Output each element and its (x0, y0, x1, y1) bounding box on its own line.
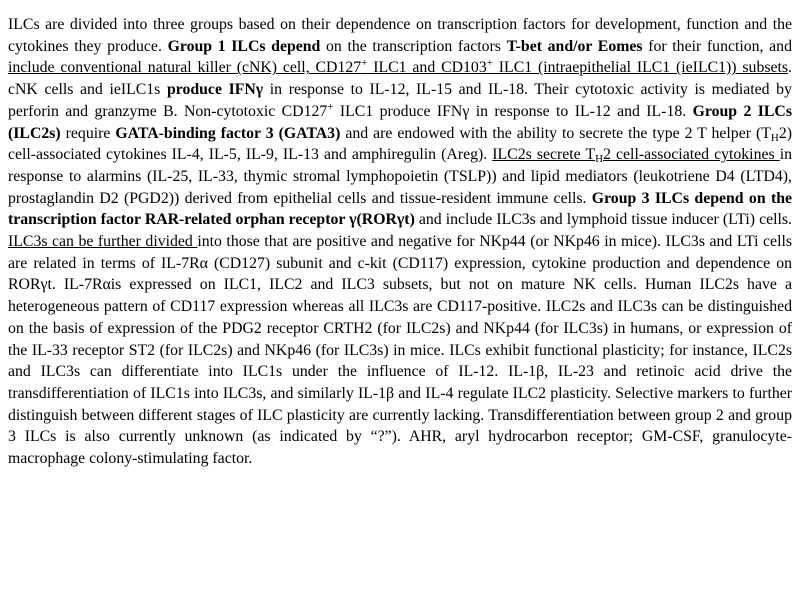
subscript-h: H (595, 153, 604, 166)
superscript-plus: + (486, 57, 493, 70)
text-segment: include conventional natural killer (cNK) cell, CD127 (8, 59, 362, 77)
text-segment: require (60, 124, 116, 142)
text-segment: ILC1 (intraepithelial ILC1 (ieILC1)) subsets (492, 59, 789, 77)
superscript-plus: + (327, 100, 334, 113)
subscript-h: H (770, 131, 779, 144)
group3-heading: Group 3 ILCs depend on the transcription factor RAR-related orphan receptor γ(RORγt) (8, 189, 792, 229)
text-segment: 2) cell-associated cytokines IL-4, IL-5, IL-9, IL-13 and amphiregulin (Areg). (8, 124, 792, 164)
ilc3-division-underlined: ILC3s can be further divided (8, 233, 198, 251)
text-segment: into those that are positive and negative for NKp44 (or NKp46 in mice). ILC3s and LTi cells are related in terms of IL-7Rα (CD127) subunit and c-kit (CD117) expression, cytokine production and dependence on RORγt. IL-7Rαis expressed on ILC1, ILC2 and ILC3 subsets, but not on mature NK cells. Human ILC2s have a heterogeneous pattern of CD117 expression whereas all ILC3s are CD117-positive. ILC2s and ILC3s can be distinguished on the basis of expression of the PDG2 receptor CRTH2 (for ILC2s) and NKp44 (for ILC3s) in humans, or expression of the IL-33 receptor ST2 (for ILC2s) and NKp46 (for ILC3s) in mice. ILCs exhibit functional plasticity; for instance, ILC2s and ILC3s can differentiate into ILC1s under the influence of IL-12. IL-1β, IL-23 and retinoic acid drive the transdifferentiation of ILC1s into ILC3s, and similarly IL-1β and IL-4 regulate ILC2 plasticity. Selective markers to further distinguish between different stages of ILC plasticity are currently lacking. Transdifferentiation between group 2 and group 3 ILCs is also currently unknown (as indicated by “?”). AHR, aryl hydrocarbon receptor; GM-CSF, granulocyte-macrophage colony-stimulating factor. (8, 233, 792, 468)
tbet-eomes-term: T-bet and/or Eomes (506, 37, 643, 55)
gata3-term: GATA-binding factor 3 (GATA3) (115, 124, 341, 142)
superscript-plus: + (361, 57, 368, 70)
text-segment: ILCs are divided into three groups based on their dependence on transcription factors for development, function and the cytokines they produce. (8, 16, 792, 55)
group1-subsets-underlined (8, 59, 788, 76)
text-segment: and are endowed with the ability to secrete the type 2 T helper (T (340, 124, 771, 142)
text-segment: ILC1 produce IFNγ in response to IL-12 and IL-18. (333, 102, 693, 120)
text-segment: on the transcription factors (320, 37, 507, 55)
group1-heading: Group 1 ILCs depend (167, 37, 321, 55)
group2-heading: Group 2 ILCs (ILC2s) (8, 102, 792, 142)
text-segment: 2 cell-associated cytokines (603, 146, 780, 164)
text-segment: in response to IL-12, IL-15 and IL-18. Their cytotoxic activity is mediated by perforin and granzyme B. Non-cytotoxic CD127 (8, 81, 792, 120)
text-segment: in response to alarmins (IL-25, IL-33, thymic stromal lymphopoietin (TSLP)) and lipid mediators (leukotriene D4 (LTD4), prostaglandin D2 (PGD2)) derived from epithelial cells and tissue-resident immune cells. (8, 146, 792, 207)
text-segment: . cNK cells and ieILC1s (8, 59, 792, 99)
text-segment: for their function, and (642, 37, 792, 55)
ilc-description-paragraph (8, 14, 792, 470)
text-segment: ILC2s secrete T (492, 146, 596, 164)
ilc2-secretion-underlined (492, 146, 780, 166)
produce-ifng-term: produce IFNγ (166, 81, 264, 99)
text-segment: and include ILC3s and lymphoid tissue inducer (LTi) cells. (414, 211, 792, 229)
text-segment: ILC1 and CD103 (367, 59, 487, 77)
